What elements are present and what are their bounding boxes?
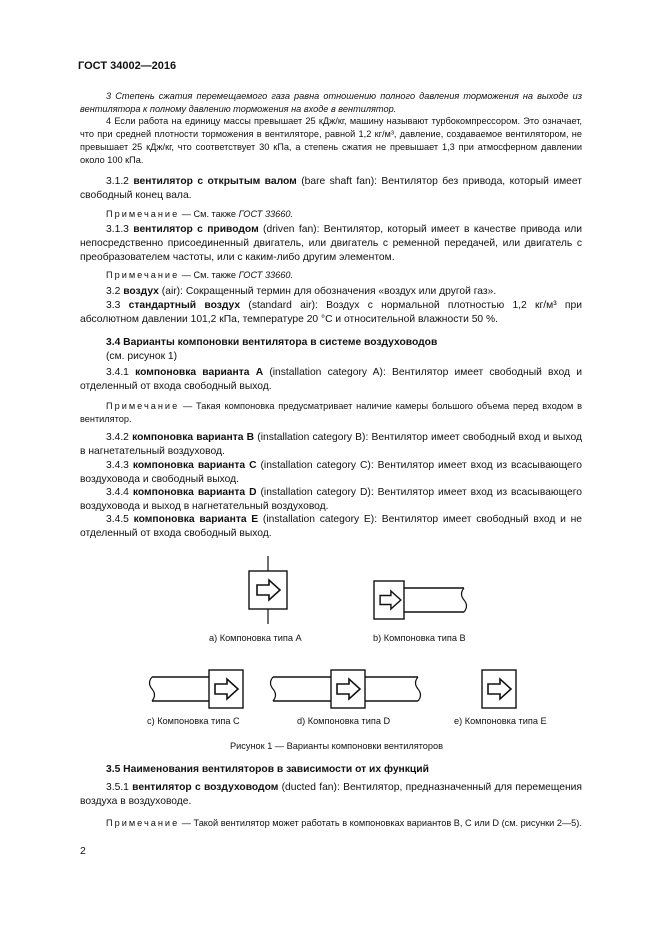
note-dash: — <box>181 818 191 828</box>
clause-text: (ducted fan): Вентилятор, предназначенный для перемещения воздуха в воздуховоде. <box>80 782 582 807</box>
figure-title: Рисунок 1 — Варианты компоновки вентиляторов <box>230 741 443 751</box>
clause-text: (installation category D): Вентилятор имеет вход из всасывающего воздуховода и выход в нагнетательный воздуховод. <box>80 487 582 512</box>
clause-term: компоновка варианта А <box>135 367 264 378</box>
clause-number: 3.1.3 <box>106 224 129 235</box>
clause-term: воздух <box>123 286 159 297</box>
note-dash: — <box>181 209 191 219</box>
clause-number: 3.2 <box>106 286 121 297</box>
clause-3-4-1 <box>80 366 582 394</box>
clause-text: (driven fan): Вентилятор, который имеет в качестве привода или непосредственно присоединенный двигатель, или двигатель с ременной передачей, или двигатель с преобразователем частоты, или с каким-либо другим элементом. <box>80 224 582 263</box>
clause-number: 3.4.4 <box>106 487 129 498</box>
clause-3-4-5 <box>80 513 582 541</box>
clause-term: вентилятор с открытым валом <box>133 176 297 187</box>
note-text: Такая компоновка предусматривает наличие камеры большого объема перед входом в вентилятор. <box>80 401 582 424</box>
clause-number: 3.5.1 <box>106 782 129 793</box>
diagram-type-d <box>271 670 421 708</box>
diagram-type-b <box>374 581 467 619</box>
clause-term: компоновка варианта С <box>132 460 257 471</box>
clause-number: 3.1.2 <box>106 176 129 187</box>
note-3-5-1 <box>80 817 582 830</box>
clause-number: 3.4.5 <box>106 514 129 525</box>
caption-type-b: b) Компоновка типа В <box>373 633 466 643</box>
clause-3-4-4 <box>80 486 582 514</box>
note-label: Примечание <box>106 209 180 219</box>
clause-3-1-2 <box>80 175 582 203</box>
clause-text: (bare shaft fan): Вентилятор без привода, который имеет свободный конец вала. <box>80 176 582 201</box>
note-3-1-2 <box>80 208 582 221</box>
clause-text: (installation category C): Вентилятор имеет вход из всасывающего воздуховода и свободный выход. <box>80 460 582 485</box>
clause-3-4-3 <box>80 459 582 487</box>
clause-number: 3.4.3 <box>106 460 129 471</box>
clause-text: (installation category E): Вентилятор имеет свободный вход и не отделенный от входа свободный выход. <box>80 514 582 539</box>
clause-text: (installation category B): Вентилятор имеет свободный вход и выход в нагнетательный воздуховод. <box>80 432 582 457</box>
note-dash: — <box>183 401 193 411</box>
diagram-type-a <box>249 556 287 624</box>
clause-term: компоновка варианта D <box>132 487 257 498</box>
clause-term: компоновка варианта В <box>132 432 255 443</box>
clause-number: 3.4.1 <box>106 367 129 378</box>
caption-type-d: d) Компоновка типа D <box>297 716 391 726</box>
caption-type-e: е) Компоновка типа Е <box>454 716 547 726</box>
note-ref: ГОСТ 33660. <box>238 209 294 219</box>
note-3-4-1 <box>80 400 582 426</box>
caption-type-a: а) Компоновка типа А <box>209 633 302 643</box>
section-3-4-title: 3.4 Варианты компоновки вентилятора в системе воздуховодов <box>106 337 438 348</box>
note-3: 3 Степень сжатия перемещаемого газа равна отношению полного давления торможения на выходе из вентилятора к полному давлению торможения на входе в вентилятор. <box>80 91 582 114</box>
clause-term: вентилятор с приводом <box>133 224 259 235</box>
clause-text: (installation category A): Вентилятор имеет свободный вход и отделенный от входа свободный выход. <box>80 367 582 392</box>
clause-text: (air): Сокращенный термин для обозначения «воздух или другой газ». <box>161 286 497 297</box>
diagram-type-e <box>482 670 516 708</box>
page-number: 2 <box>80 845 86 857</box>
clause-3-2 <box>80 285 582 299</box>
clause-term: вентилятор с воздуховодом <box>132 782 279 793</box>
note-ref: ГОСТ 33660. <box>238 270 294 280</box>
note-label: Примечание <box>106 270 180 280</box>
clause-text: (standard air): Воздух с нормальной плотностью 1,2 кг/м³ при абсолютном давлении 101,2 кПа, температуре 20 °С и относительной влажности 50 %. <box>80 300 582 325</box>
note-3-1-3 <box>80 269 582 282</box>
page-header: ГОСТ 34002—2016 <box>78 60 177 72</box>
caption-type-c: с) Компоновка типа С <box>147 716 240 726</box>
clause-term: компоновка варианта Е <box>133 514 259 525</box>
clause-number: 3.4.2 <box>106 432 129 443</box>
section-3-4-subtitle: (см. рисунок 1) <box>106 351 178 362</box>
note-dash: — <box>181 270 191 280</box>
clause-3-1-3 <box>80 223 582 265</box>
note-text: См. также <box>193 209 237 219</box>
clause-term: стандартный воздух <box>128 300 241 311</box>
note-label: Примечание <box>106 818 180 828</box>
note-4: 4 Если работа на единицу массы превышает 25 кДж/кг, машину называют турбокомпрессором. Это означает, что при средней плотности торможения в вентиляторе, равной 1,2 кг/м³, давление, создаваемое вентилятором, не превышает 25 кДж/кг, что соответствует 30 кПа, а степень сжатия не превышает 1,3 при атмосферном давлении около 100 кПа. <box>80 116 582 165</box>
clause-number: 3.3 <box>106 300 121 311</box>
note-text: Такой вентилятор может работать в компоновках вариантов В, С или D (см. рисунки 2—5). <box>193 818 582 828</box>
section-3-5-title: 3.5 Наименования вентиляторов в зависимости от их функций <box>106 764 429 775</box>
diagram-type-c <box>150 670 244 708</box>
note-label: Примечание <box>106 401 180 411</box>
note-text: См. также <box>193 270 237 280</box>
clause-3-5-1 <box>80 781 582 809</box>
clause-3-3 <box>80 299 582 327</box>
clause-3-4-2 <box>80 431 582 459</box>
